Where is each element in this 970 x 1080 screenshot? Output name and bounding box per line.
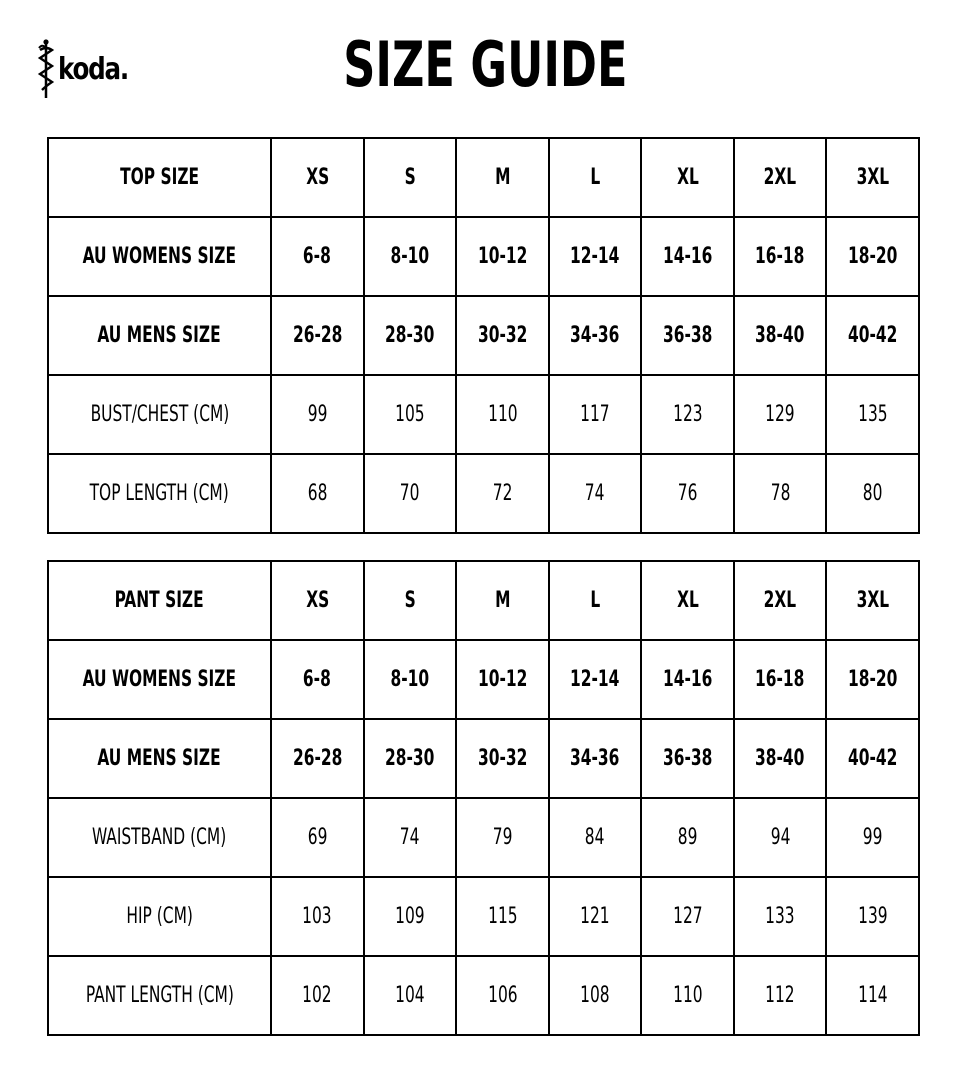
table-cell: 80 (826, 454, 919, 533)
row-label: PANT SIZE (48, 561, 271, 640)
page-title: SIZE GUIDE (342, 28, 628, 101)
table-row (48, 217, 919, 296)
table-cell: 110 (641, 956, 734, 1035)
table-cell: 78 (734, 454, 827, 533)
table-row (48, 640, 919, 719)
row-label: BUST/CHEST (CM) (48, 375, 271, 454)
table-row (48, 296, 919, 375)
brand-name: koda. (58, 51, 129, 87)
table-row (48, 798, 919, 877)
table-cell: 74 (549, 454, 642, 533)
table-cell: L (549, 561, 642, 640)
table-cell: 109 (364, 877, 457, 956)
table-cell: 104 (364, 956, 457, 1035)
table-cell: 6-8 (271, 640, 364, 719)
table-cell: 84 (549, 798, 642, 877)
table-cell: 6-8 (271, 217, 364, 296)
table-cell: 12-14 (549, 217, 642, 296)
table-cell: 38-40 (734, 719, 827, 798)
table-row (48, 561, 919, 640)
table-cell: 30-32 (456, 719, 549, 798)
table-cell: 110 (456, 375, 549, 454)
table-cell: 8-10 (364, 217, 457, 296)
table-cell: 26-28 (271, 719, 364, 798)
table-cell: 69 (271, 798, 364, 877)
table-cell: 26-28 (271, 296, 364, 375)
table-cell: 16-18 (734, 640, 827, 719)
table-cell: 106 (456, 956, 549, 1035)
table-row (48, 375, 919, 454)
table-cell: 3XL (826, 138, 919, 217)
table-cell: S (364, 138, 457, 217)
table-cell: 135 (826, 375, 919, 454)
row-label: PANT LENGTH (CM) (48, 956, 271, 1035)
table-cell: 3XL (826, 561, 919, 640)
pant-size-table (47, 560, 920, 1036)
table-cell: 99 (826, 798, 919, 877)
table-cell: 139 (826, 877, 919, 956)
table-row (48, 877, 919, 956)
table-cell: 14-16 (641, 640, 734, 719)
table-cell: 40-42 (826, 719, 919, 798)
table-cell: 72 (456, 454, 549, 533)
table-cell: 8-10 (364, 640, 457, 719)
table-cell: 94 (734, 798, 827, 877)
table-cell: XS (271, 138, 364, 217)
table-cell: XL (641, 138, 734, 217)
table-row (48, 454, 919, 533)
table-cell: 18-20 (826, 217, 919, 296)
row-label: TOP SIZE (48, 138, 271, 217)
row-label: AU MENS SIZE (48, 719, 271, 798)
table-cell: 40-42 (826, 296, 919, 375)
table-cell: 103 (271, 877, 364, 956)
table-cell: 112 (734, 956, 827, 1035)
table-cell: 99 (271, 375, 364, 454)
table-cell: 89 (641, 798, 734, 877)
table-cell: 70 (364, 454, 457, 533)
table-cell: 34-36 (549, 719, 642, 798)
table-cell: 68 (271, 454, 364, 533)
table-cell: 30-32 (456, 296, 549, 375)
table-cell: S (364, 561, 457, 640)
table-cell: 121 (549, 877, 642, 956)
table-cell: 117 (549, 375, 642, 454)
table-row (48, 138, 919, 217)
table-cell: 16-18 (734, 217, 827, 296)
row-label: WAISTBAND (CM) (48, 798, 271, 877)
table-cell: 79 (456, 798, 549, 877)
table-cell: XS (271, 561, 364, 640)
table-cell: L (549, 138, 642, 217)
table-cell: M (456, 138, 549, 217)
table-cell: 36-38 (641, 296, 734, 375)
table-cell: 102 (271, 956, 364, 1035)
table-cell: 36-38 (641, 719, 734, 798)
top-size-table (47, 137, 920, 534)
table-cell: 129 (734, 375, 827, 454)
table-cell: 115 (456, 877, 549, 956)
table-cell: 105 (364, 375, 457, 454)
table-cell: 38-40 (734, 296, 827, 375)
table-cell: 18-20 (826, 640, 919, 719)
table-cell: 127 (641, 877, 734, 956)
row-label: AU WOMENS SIZE (48, 640, 271, 719)
table-cell: 10-12 (456, 217, 549, 296)
row-label: HIP (CM) (48, 877, 271, 956)
table-cell: 28-30 (364, 296, 457, 375)
table-row (48, 719, 919, 798)
table-cell: 74 (364, 798, 457, 877)
table-cell: 114 (826, 956, 919, 1035)
table-cell: 76 (641, 454, 734, 533)
table-cell: 28-30 (364, 719, 457, 798)
table-cell: 14-16 (641, 217, 734, 296)
table-cell: 2XL (734, 138, 827, 217)
table-cell: 12-14 (549, 640, 642, 719)
table-cell: 34-36 (549, 296, 642, 375)
table-cell: XL (641, 561, 734, 640)
table-cell: M (456, 561, 549, 640)
table-cell: 2XL (734, 561, 827, 640)
table-cell: 133 (734, 877, 827, 956)
table-cell: 10-12 (456, 640, 549, 719)
table-row (48, 956, 919, 1035)
row-label: AU WOMENS SIZE (48, 217, 271, 296)
row-label: AU MENS SIZE (48, 296, 271, 375)
row-label: TOP LENGTH (CM) (48, 454, 271, 533)
table-cell: 108 (549, 956, 642, 1035)
table-cell: 123 (641, 375, 734, 454)
